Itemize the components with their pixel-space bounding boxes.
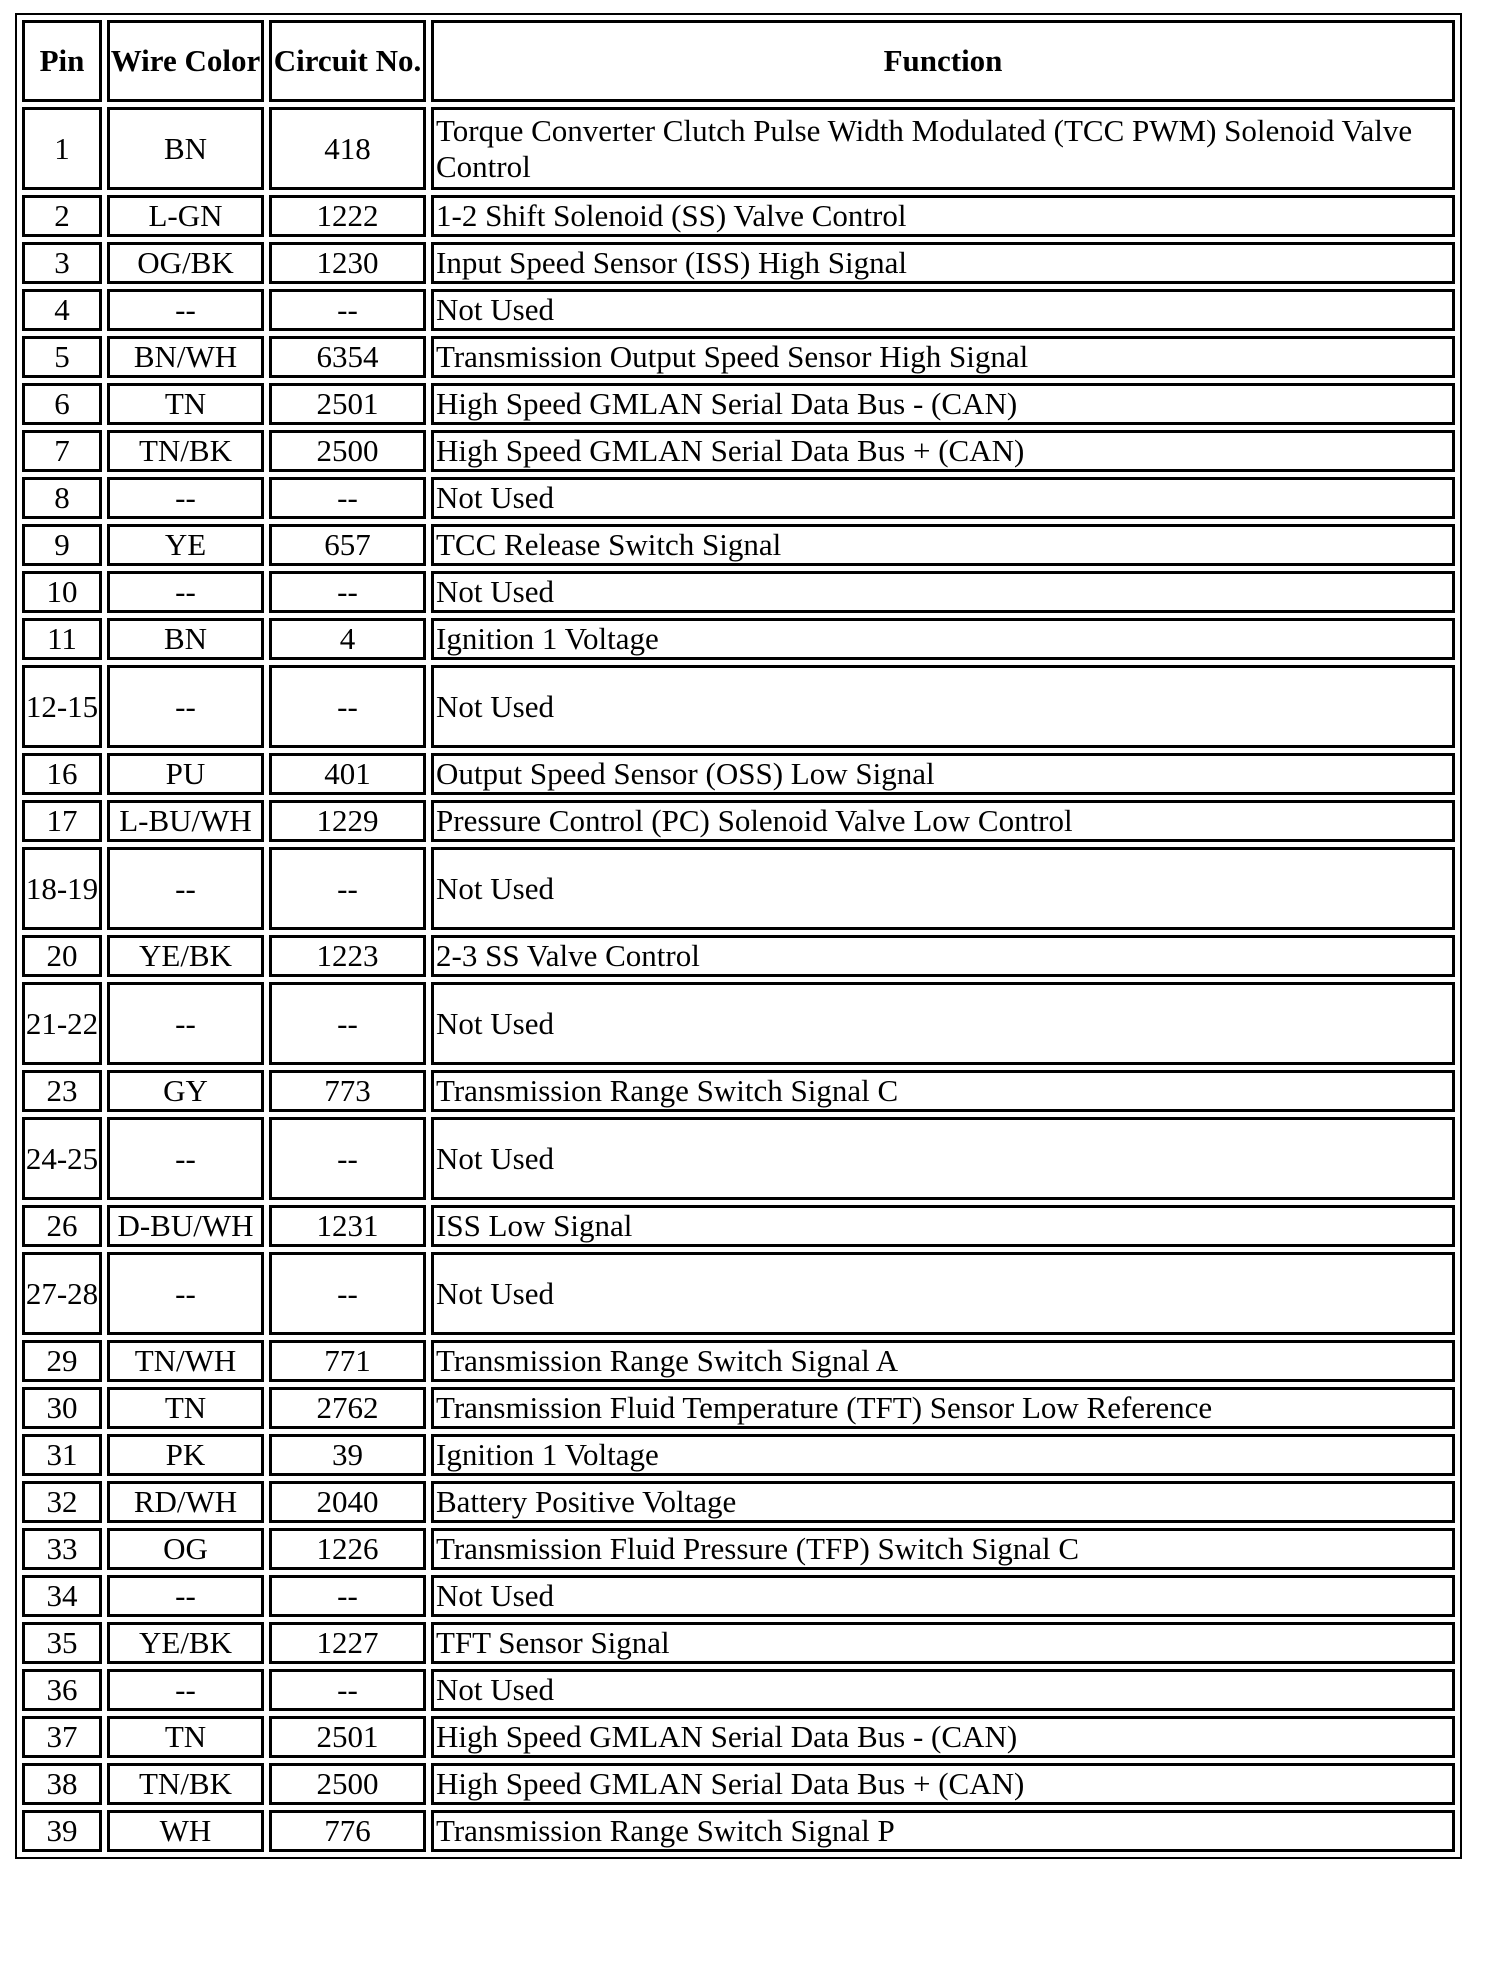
table-row xyxy=(22,1575,1455,1617)
function-cell: Not Used xyxy=(431,571,1455,613)
pin-cell: 30 xyxy=(22,1387,102,1429)
circuit-cell: -- xyxy=(269,1575,426,1617)
wire-color-cell: TN/BK xyxy=(107,1763,264,1805)
wire-color-cell: PK xyxy=(107,1434,264,1476)
wire-color-cell: BN xyxy=(107,107,264,190)
wire-color-cell: WH xyxy=(107,1810,264,1852)
table-row xyxy=(22,289,1455,331)
pin-cell: 3 xyxy=(22,242,102,284)
wire-color-cell: YE xyxy=(107,524,264,566)
table-row xyxy=(22,1810,1455,1852)
table-row xyxy=(22,195,1455,237)
function-cell: Torque Converter Clutch Pulse Width Modulated (TCC PWM) Solenoid Valve Control xyxy=(431,107,1455,190)
circuit-cell: 2500 xyxy=(269,430,426,472)
circuit-cell: 2762 xyxy=(269,1387,426,1429)
circuit-cell: -- xyxy=(269,1669,426,1711)
wire-color-cell: -- xyxy=(107,477,264,519)
table-row xyxy=(22,571,1455,613)
wire-color-cell: TN xyxy=(107,1387,264,1429)
circuit-cell: -- xyxy=(269,477,426,519)
wire-color-cell: BN/WH xyxy=(107,336,264,378)
pin-cell: 27-28 xyxy=(22,1252,102,1335)
function-cell: Transmission Range Switch Signal C xyxy=(431,1070,1455,1112)
function-cell: Not Used xyxy=(431,1669,1455,1711)
function-cell: Battery Positive Voltage xyxy=(431,1481,1455,1523)
circuit-cell: 771 xyxy=(269,1340,426,1382)
table-row xyxy=(22,1387,1455,1429)
pin-cell: 21-22 xyxy=(22,982,102,1065)
circuit-cell: 1222 xyxy=(269,195,426,237)
circuit-cell: 2500 xyxy=(269,1763,426,1805)
function-cell: 1-2 Shift Solenoid (SS) Valve Control xyxy=(431,195,1455,237)
table-row xyxy=(22,1669,1455,1711)
pin-cell: 33 xyxy=(22,1528,102,1570)
header-wire-color: Wire Color xyxy=(107,20,264,102)
function-cell: Transmission Range Switch Signal A xyxy=(431,1340,1455,1382)
wire-color-cell: TN xyxy=(107,383,264,425)
function-cell: Pressure Control (PC) Solenoid Valve Low Control xyxy=(431,800,1455,842)
circuit-cell: 1227 xyxy=(269,1622,426,1664)
table-row xyxy=(22,1622,1455,1664)
circuit-cell: -- xyxy=(269,571,426,613)
pin-cell: 20 xyxy=(22,935,102,977)
wire-color-cell: YE/BK xyxy=(107,935,264,977)
function-cell: Ignition 1 Voltage xyxy=(431,618,1455,660)
table-row xyxy=(22,336,1455,378)
function-cell: Not Used xyxy=(431,847,1455,930)
circuit-cell: -- xyxy=(269,847,426,930)
table-row xyxy=(22,1434,1455,1476)
circuit-cell: -- xyxy=(269,1252,426,1335)
function-cell: ISS Low Signal xyxy=(431,1205,1455,1247)
pin-cell: 26 xyxy=(22,1205,102,1247)
wire-color-cell: -- xyxy=(107,1575,264,1617)
table-row xyxy=(22,935,1455,977)
pin-cell: 36 xyxy=(22,1669,102,1711)
wire-color-cell: -- xyxy=(107,847,264,930)
pin-cell: 37 xyxy=(22,1716,102,1758)
function-cell: Not Used xyxy=(431,1252,1455,1335)
function-cell: Transmission Fluid Temperature (TFT) Sensor Low Reference xyxy=(431,1387,1455,1429)
pin-cell: 9 xyxy=(22,524,102,566)
function-cell: Not Used xyxy=(431,665,1455,748)
table-row xyxy=(22,1070,1455,1112)
function-cell: Transmission Range Switch Signal P xyxy=(431,1810,1455,1852)
circuit-cell: 1231 xyxy=(269,1205,426,1247)
circuit-cell: 773 xyxy=(269,1070,426,1112)
pin-cell: 24-25 xyxy=(22,1117,102,1200)
circuit-cell: 2040 xyxy=(269,1481,426,1523)
pin-cell: 39 xyxy=(22,1810,102,1852)
function-cell: Not Used xyxy=(431,1575,1455,1617)
table-row xyxy=(22,477,1455,519)
wire-color-cell: OG/BK xyxy=(107,242,264,284)
connector-pinout-table xyxy=(15,13,1462,1859)
wire-color-cell: TN/BK xyxy=(107,430,264,472)
function-cell: High Speed GMLAN Serial Data Bus - (CAN) xyxy=(431,1716,1455,1758)
pin-cell: 23 xyxy=(22,1070,102,1112)
function-cell: Ignition 1 Voltage xyxy=(431,1434,1455,1476)
pin-cell: 31 xyxy=(22,1434,102,1476)
table-row xyxy=(22,1763,1455,1805)
function-cell: Not Used xyxy=(431,982,1455,1065)
pin-cell: 29 xyxy=(22,1340,102,1382)
function-cell: High Speed GMLAN Serial Data Bus + (CAN) xyxy=(431,1763,1455,1805)
pin-cell: 6 xyxy=(22,383,102,425)
circuit-cell: -- xyxy=(269,1117,426,1200)
circuit-cell: 401 xyxy=(269,753,426,795)
circuit-cell: 1229 xyxy=(269,800,426,842)
table-row xyxy=(22,618,1455,660)
pin-cell: 7 xyxy=(22,430,102,472)
wire-color-cell: -- xyxy=(107,1669,264,1711)
table-row xyxy=(22,1117,1455,1200)
function-cell: TFT Sensor Signal xyxy=(431,1622,1455,1664)
function-cell: Transmission Fluid Pressure (TFP) Switch Signal C xyxy=(431,1528,1455,1570)
table-row xyxy=(22,107,1455,190)
circuit-cell: 2501 xyxy=(269,383,426,425)
wire-color-cell: -- xyxy=(107,665,264,748)
table-row xyxy=(22,753,1455,795)
table-row xyxy=(22,665,1455,748)
header-pin: Pin xyxy=(22,20,102,102)
pin-cell: 12-15 xyxy=(22,665,102,748)
pin-cell: 5 xyxy=(22,336,102,378)
table-row xyxy=(22,1252,1455,1335)
wire-color-cell: -- xyxy=(107,982,264,1065)
pin-cell: 32 xyxy=(22,1481,102,1523)
circuit-cell: 6354 xyxy=(269,336,426,378)
wire-color-cell: -- xyxy=(107,1117,264,1200)
pin-cell: 38 xyxy=(22,1763,102,1805)
table-row xyxy=(22,1205,1455,1247)
table-row xyxy=(22,1716,1455,1758)
wire-color-cell: -- xyxy=(107,1252,264,1335)
table-row xyxy=(22,242,1455,284)
function-cell: TCC Release Switch Signal xyxy=(431,524,1455,566)
pin-cell: 35 xyxy=(22,1622,102,1664)
table-row xyxy=(22,430,1455,472)
circuit-cell: 4 xyxy=(269,618,426,660)
table-row xyxy=(22,1528,1455,1570)
pin-cell: 8 xyxy=(22,477,102,519)
table-row xyxy=(22,847,1455,930)
circuit-cell: 418 xyxy=(269,107,426,190)
header-circuit-no: Circuit No. xyxy=(269,20,426,102)
wire-color-cell: L-GN xyxy=(107,195,264,237)
function-cell: Output Speed Sensor (OSS) Low Signal xyxy=(431,753,1455,795)
function-cell: Not Used xyxy=(431,289,1455,331)
wire-color-cell: D-BU/WH xyxy=(107,1205,264,1247)
table-header-row xyxy=(22,20,1455,102)
pin-cell: 18-19 xyxy=(22,847,102,930)
wire-color-cell: GY xyxy=(107,1070,264,1112)
circuit-cell: -- xyxy=(269,665,426,748)
function-cell: Not Used xyxy=(431,477,1455,519)
wire-color-cell: RD/WH xyxy=(107,1481,264,1523)
table-row xyxy=(22,524,1455,566)
circuit-cell: 776 xyxy=(269,1810,426,1852)
function-cell: Not Used xyxy=(431,1117,1455,1200)
wire-color-cell: TN/WH xyxy=(107,1340,264,1382)
circuit-cell: 39 xyxy=(269,1434,426,1476)
pin-cell: 34 xyxy=(22,1575,102,1617)
function-cell: Transmission Output Speed Sensor High Signal xyxy=(431,336,1455,378)
table-row xyxy=(22,800,1455,842)
pin-cell: 4 xyxy=(22,289,102,331)
pin-cell: 10 xyxy=(22,571,102,613)
circuit-cell: 2501 xyxy=(269,1716,426,1758)
wire-color-cell: BN xyxy=(107,618,264,660)
circuit-cell: 1223 xyxy=(269,935,426,977)
pin-cell: 1 xyxy=(22,107,102,190)
circuit-cell: 657 xyxy=(269,524,426,566)
table-row xyxy=(22,383,1455,425)
circuit-cell: -- xyxy=(269,982,426,1065)
function-cell: 2-3 SS Valve Control xyxy=(431,935,1455,977)
function-cell: High Speed GMLAN Serial Data Bus + (CAN) xyxy=(431,430,1455,472)
wire-color-cell: PU xyxy=(107,753,264,795)
function-cell: Input Speed Sensor (ISS) High Signal xyxy=(431,242,1455,284)
circuit-cell: -- xyxy=(269,289,426,331)
circuit-cell: 1226 xyxy=(269,1528,426,1570)
wire-color-cell: L-BU/WH xyxy=(107,800,264,842)
pin-cell: 16 xyxy=(22,753,102,795)
wire-color-cell: OG xyxy=(107,1528,264,1570)
circuit-cell: 1230 xyxy=(269,242,426,284)
header-function: Function xyxy=(431,20,1455,102)
table-row xyxy=(22,1481,1455,1523)
pin-cell: 11 xyxy=(22,618,102,660)
pin-cell: 17 xyxy=(22,800,102,842)
pin-cell: 2 xyxy=(22,195,102,237)
table-row xyxy=(22,982,1455,1065)
function-cell: High Speed GMLAN Serial Data Bus - (CAN) xyxy=(431,383,1455,425)
wire-color-cell: YE/BK xyxy=(107,1622,264,1664)
table-row xyxy=(22,1340,1455,1382)
wire-color-cell: -- xyxy=(107,289,264,331)
wire-color-cell: TN xyxy=(107,1716,264,1758)
wire-color-cell: -- xyxy=(107,571,264,613)
